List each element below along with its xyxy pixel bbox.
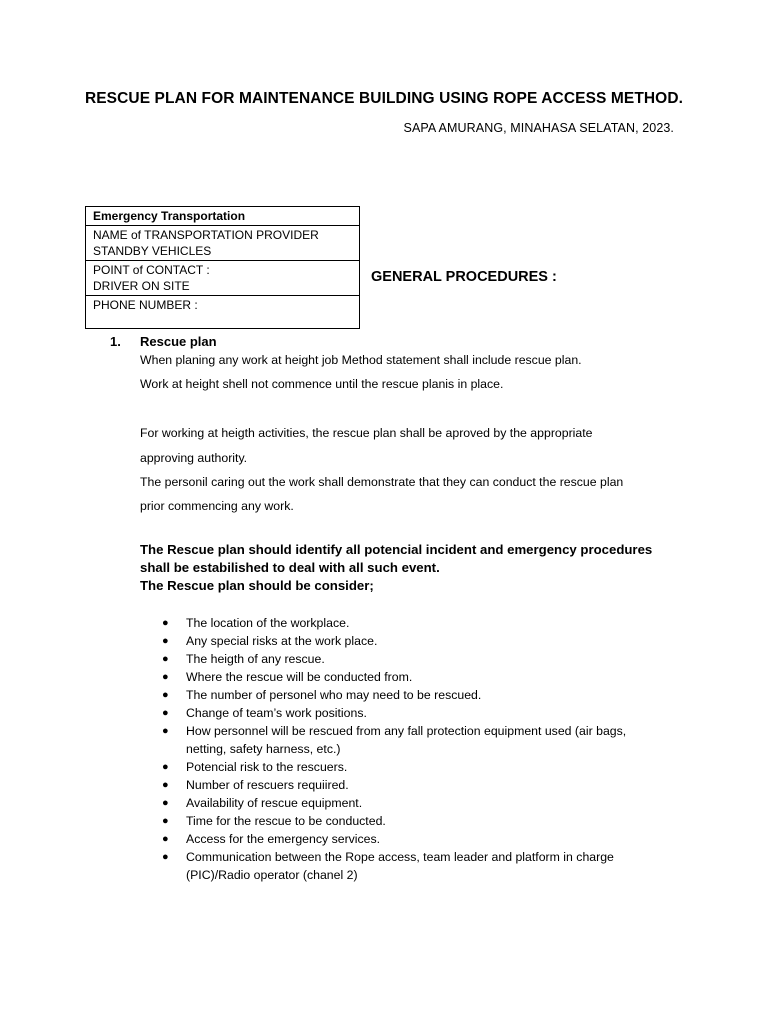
list-item <box>162 794 682 812</box>
cell-line: POINT of CONTACT : <box>93 263 210 277</box>
paragraph-line: Work at height shell not commence until the rescue planis in place. <box>140 377 504 391</box>
bullet-icon: ● <box>162 851 169 863</box>
bullet-icon: ● <box>162 707 169 719</box>
general-procedures-heading: GENERAL PROCEDURES : <box>371 269 557 285</box>
list-item-text: Communication between the Rope access, team leader and platform in charge <box>186 850 614 864</box>
bullet-icon: ● <box>162 635 169 647</box>
list-item-text-continued: (PIC)/Radio operator (chanel 2) <box>186 868 358 882</box>
table-row <box>86 261 360 296</box>
list-item-text: Potencial risk to the rescuers. <box>186 760 348 774</box>
list-item-text: Change of team’s work positions. <box>186 706 367 720</box>
cell-line: PHONE NUMBER : <box>93 298 198 312</box>
table-row <box>86 296 360 329</box>
table-header-cell: Emergency Transportation <box>86 207 360 226</box>
list-item <box>162 722 682 758</box>
list-item-text: Any special risks at the work place. <box>186 634 378 648</box>
bullet-icon: ● <box>162 797 169 809</box>
list-item-text: Where the rescue will be conducted from. <box>186 670 413 684</box>
table-cell <box>86 261 360 296</box>
bullet-icon: ● <box>162 725 169 737</box>
emphasis-line: The Rescue plan should identify all potencial incident and emergency procedures <box>140 542 653 557</box>
considerations-list <box>162 614 682 884</box>
bullet-icon: ● <box>162 815 169 827</box>
list-item <box>162 758 682 776</box>
rescue-plan-emphasis <box>140 541 700 595</box>
list-item-text: Access for the emergency services. <box>186 832 381 846</box>
emphasis-line: The Rescue plan should be consider; <box>140 578 374 593</box>
bullet-icon: ● <box>162 761 169 773</box>
cell-line: NAME of TRANSPORTATION PROVIDER <box>93 228 319 242</box>
table-cell <box>86 226 360 261</box>
emergency-transportation-table <box>85 206 360 329</box>
list-item-text: The location of the workplace. <box>186 616 350 630</box>
list-item-text: The number of personel who may need to be rescued. <box>186 688 482 702</box>
section-title-row <box>110 333 690 351</box>
list-item <box>162 632 682 650</box>
paragraph-line: prior commencing any work. <box>140 499 294 513</box>
list-item-text: Availability of rescue equipment. <box>186 796 363 810</box>
list-item <box>162 668 682 686</box>
bullet-icon: ● <box>162 689 169 701</box>
document-location-date: SAPA AMURANG, MINAHASA SELATAN, 2023. <box>403 121 674 135</box>
bullet-icon: ● <box>162 779 169 791</box>
list-item <box>162 830 682 848</box>
bullet-icon: ● <box>162 833 169 845</box>
bullet-icon: ● <box>162 653 169 665</box>
bullet-icon: ● <box>162 671 169 683</box>
section-heading <box>110 333 690 351</box>
emphasis-line: shall be estabilished to deal with all such event. <box>140 560 440 575</box>
section-number: 1. <box>110 334 121 349</box>
list-item-text: Number of rescuers requiired. <box>186 778 349 792</box>
list-item <box>162 704 682 722</box>
paragraph-line: For working at heigth activities, the rescue plan shall be aproved by the appropriate <box>140 426 593 440</box>
cell-line: STANDBY VEHICLES <box>93 244 212 258</box>
document-title: RESCUE PLAN FOR MAINTENANCE BUILDING USING ROPE ACCESS METHOD. <box>84 90 684 107</box>
list-item-text-continued: netting, safety harness, etc.) <box>186 742 341 756</box>
paragraph-line: When planing any work at height job Method statement shall include rescue plan. <box>140 353 582 367</box>
list-item <box>162 776 682 794</box>
cell-line: DRIVER ON SITE <box>93 279 190 293</box>
table-cell <box>86 296 360 329</box>
paragraph-line: The personil caring out the work shall demonstrate that they can conduct the rescue plan <box>140 475 624 489</box>
list-item-text: The heigth of any rescue. <box>186 652 325 666</box>
list-item <box>162 614 682 632</box>
list-item-text: How personnel will be rescued from any fall protection equipment used (air bags, <box>186 724 627 738</box>
table-header-row <box>86 207 360 226</box>
section-title: Rescue plan <box>140 334 217 349</box>
list-item-text: Time for the rescue to be conducted. <box>186 814 386 828</box>
bullet-icon: ● <box>162 617 169 629</box>
list-item <box>162 848 682 884</box>
list-item <box>162 650 682 668</box>
table-row <box>86 226 360 261</box>
list-item <box>162 812 682 830</box>
list-item <box>162 686 682 704</box>
paragraph-line: approving authority. <box>140 451 248 465</box>
